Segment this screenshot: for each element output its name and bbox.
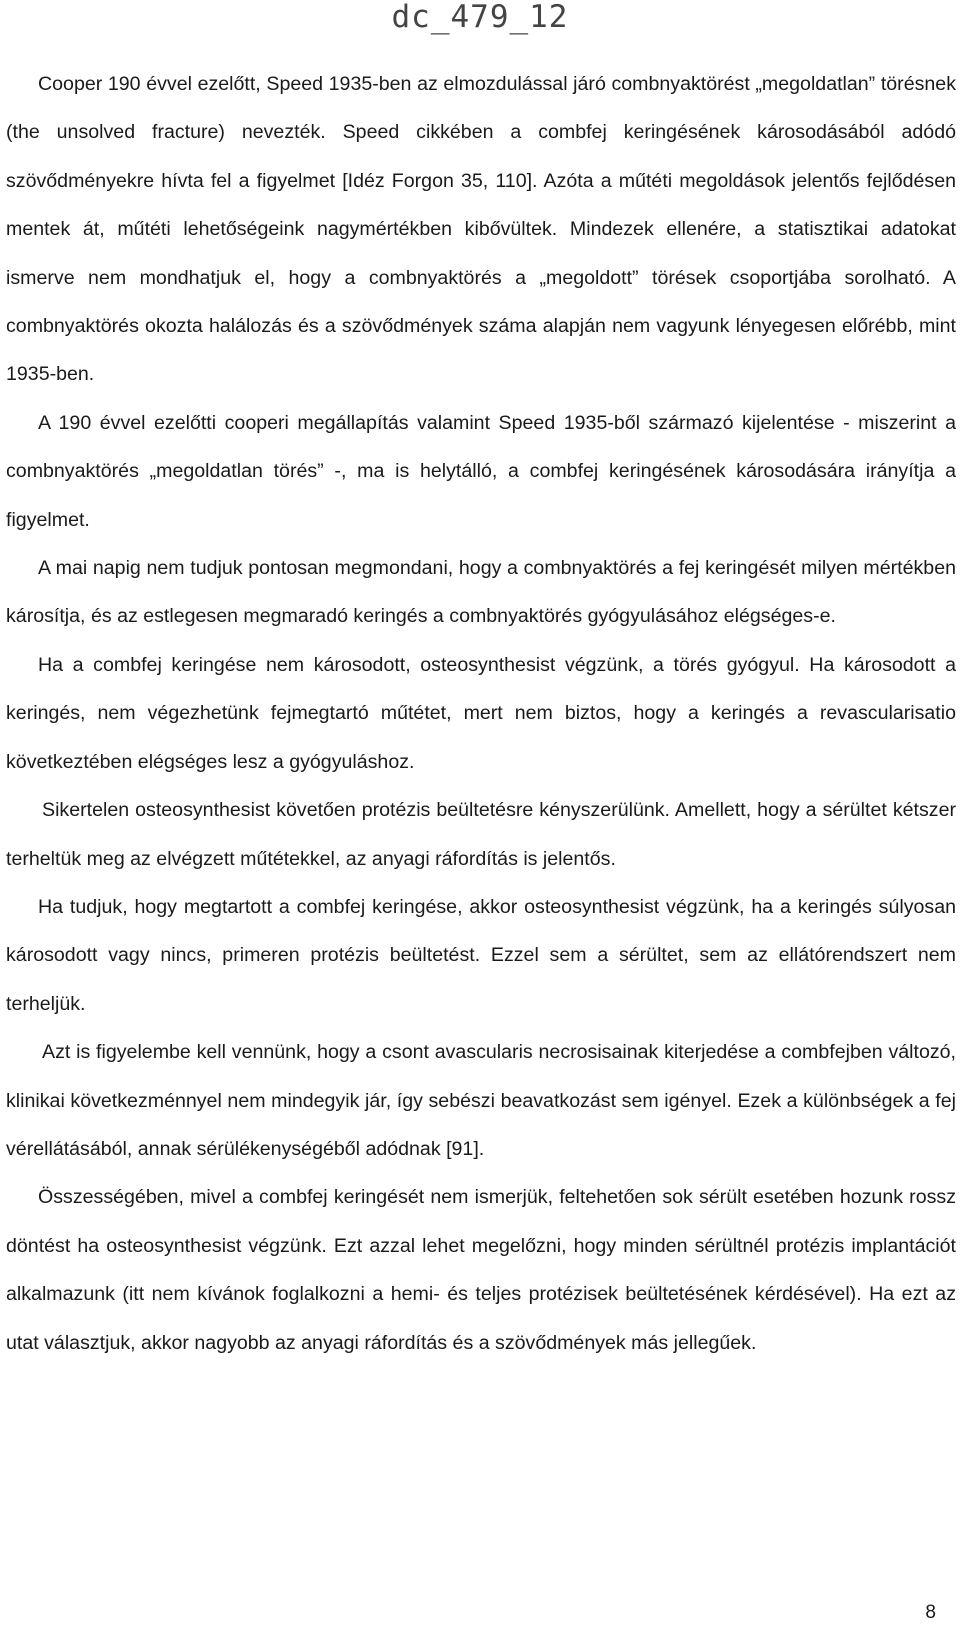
- document-body: [6, 60, 956, 1367]
- paragraph: Sikertelen osteosynthesist követően protézis beültetésre kényszerülünk. Amellett, hogy a sérültet kétszer terheltük meg az elvégzett műtétekkel, az anyagi ráfordítás is jelentős.: [6, 799, 956, 870]
- paragraph: Összességében, mivel a combfej keringését nem ismerjük, feltehetően sok sérült esetében hozunk rossz döntést ha osteosynthesist végzünk. Ezt azzal lehet megelőzni, hogy minden sérültnél protézis implantációt alkalmazunk (itt nem kívánok foglalkozni a hemi- és teljes protézisek beültetésének kérdésével). Ha ezt az utat választjuk, akkor nagyobb az anyagi ráfordítás és a szövődmények más jellegűek.: [6, 1186, 956, 1354]
- paragraph: A mai napig nem tudjuk pontosan megmondani, hogy a combnyaktörés a fej keringését milyen mértékben károsítja, és az estlegesen megmaradó keringés a combnyaktörés gyógyulásához elégséges-e.: [6, 557, 956, 628]
- page-number: 8: [925, 1602, 936, 1623]
- paragraph: Ha a combfej keringése nem károsodott, osteosynthesist végzünk, a törés gyógyul. Ha károsodott a keringés, nem végezhetünk fejmegtartó műtétet, mert nem biztos, hogy a keringés a revascularisatio következtében elégséges lesz a gyógyuláshoz.: [6, 653, 956, 773]
- document-id-header: dc_479_12: [391, 0, 569, 35]
- paragraph: Cooper 190 évvel ezelőtt, Speed 1935-ben az elmozdulással járó combnyaktörést „megoldatlan” törésnek (the unsolved fracture) nevezték. Speed cikkében a combfej keringésének károsodásából adódó szövődményekre hívta fel a figyelmet [Idéz Forgon 35, 110]. Azóta a műtéti megoldások jelentős fejlődésen mentek át, műtéti lehetőségeink nagymértékben kibővültek. Mindezek ellenére, a statisztikai adatokat ismerve nem mondhatjuk el, hogy a combnyaktörés a „megoldott” törések csoportjába sorolható. A combnyaktörés okozta halálozás és a szövődmények száma alapján nem vagyunk lényegesen előrébb, mint 1935-ben.: [6, 73, 956, 386]
- paragraph: Ha tudjuk, hogy megtartott a combfej keringése, akkor osteosynthesist végzünk, ha a keringés súlyosan károsodott vagy nincs, primeren protézis beültetést. Ezzel sem a sérültet, sem az ellátórendszert nem terheljük.: [6, 895, 956, 1015]
- paragraph: Azt is figyelembe kell vennünk, hogy a csont avascularis necrosisainak kiterjedése a combfejben változó, klinikai következménnyel nem mindegyik jár, így sebészi beavatkozást sem igényel. Ezek a különbségek a fej vérellátásából, annak sérülékenységéből adódnak [91].: [6, 1041, 956, 1160]
- paragraph: A 190 évvel ezelőtti cooperi megállapítás valamint Speed 1935-ből származó kijelentése - miszerint a combnyaktörés „megoldatlan törés” -, ma is helytálló, a combfej keringésének károsodására irányítja a figyelmet.: [6, 411, 956, 531]
